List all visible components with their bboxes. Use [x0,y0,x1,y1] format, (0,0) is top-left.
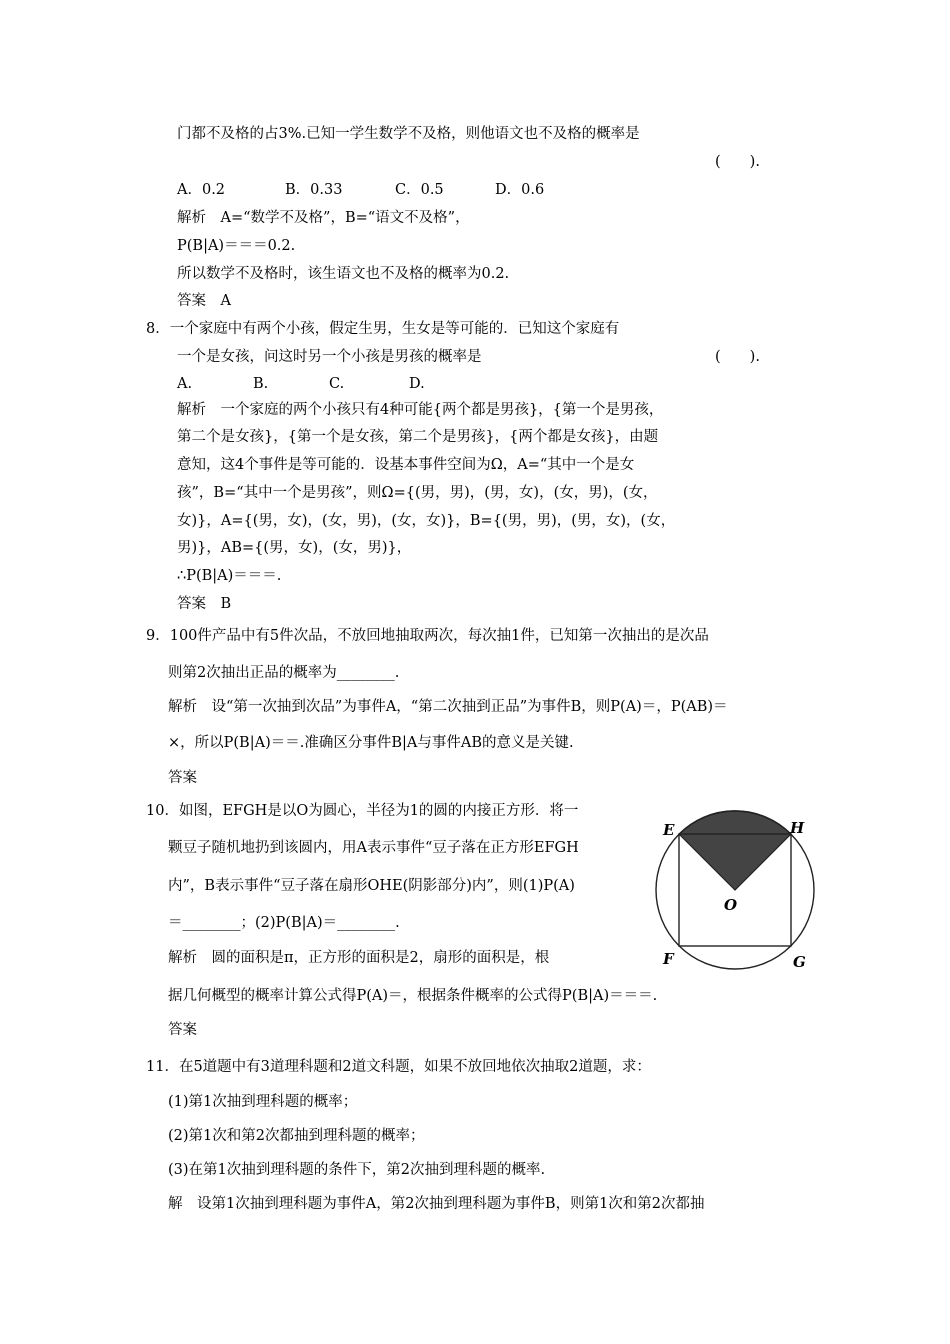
q9-solution-line: ×，所以P(B|A)＝＝.准确区分事件B|A与事件AB的意义是关键. [168,735,574,751]
q8-solution-line: 男)}，AB={(男，女)，(女，男)}， [177,540,412,556]
q8-answer-paren: ( ). [715,349,760,365]
q10-stem-line: 颗豆子随机地扔到该圆内，用A表示事件“豆子落在正方形EFGH [168,840,579,856]
q11-stem-line: 11．在5道题中有3道理科题和2道文科题，如果不放回地依次抽取2道题，求： [146,1059,651,1075]
q10-stem-line: 10．如图，EFGH是以O为圆心，半径为1的圆的内接正方形．将一 [146,803,579,819]
q10-stem-line: 内”，B表示事件“豆子落在扇形OHE(阴影部分)内”，则(1)P(A) [168,878,575,894]
q8-option-a: A. [177,376,193,392]
q8-solution-line: 解析 一个家庭的两个小孩只有4种可能{两个都是男孩}，{第一个是男孩， [177,402,664,418]
q7-solution-line: 解析 A=“数学不及格”，B=“语文不及格”， [177,210,470,226]
q11-part: (2)第1次和第2次都抽到理科题的概率； [168,1128,425,1144]
q8-solution-line: 孩”，B=“其中一个是男孩”，则Ω={(男，男)，(男，女)，(女，男)，(女， [177,485,658,501]
q8-solution-line: ∴P(B|A)＝＝＝. [177,568,282,584]
q8-options [177,374,425,394]
q10-answer: 答案 [168,1022,197,1038]
q7-answer: 答案 A [177,293,231,309]
q10-stem-line: ＝________；(2)P(B|A)＝________. [168,915,400,931]
q10-solution-line: 据几何概型的概率计算公式得P(A)＝，根据条件概率的公式得P(B|A)＝＝＝. [168,988,658,1004]
q10-label-e: E [663,821,675,839]
q8-solution-line: 意知，这4个事件是等可能的．设基本事件空间为Ω，A=“其中一个是女 [177,457,635,473]
q7-solution-line: 所以数学不及格时，该生语文也不及格的概率为0.2. [177,266,510,282]
q8-stem-line: 一个是女孩，问这时另一个小孩是男孩的概率是 [177,349,482,365]
q11-solution-line: 解 设第1次抽到理科题为事件A，第2次抽到理科题为事件B，则第1次和第2次都抽 [168,1196,705,1212]
q9-solution-line: 解析 设“第一次抽到次品”为事件A，“第二次抽到正品”为事件B，则P(A)＝，P(AB)＝ [168,699,728,715]
q7-option-c: C．0.5 [395,182,444,198]
q7-solution-line: P(B|A)＝＝＝0.2. [177,238,296,254]
q10-solution-line: 解析 圆的面积是π，正方形的面积是2，扇形的面积是，根 [168,950,550,966]
q8-solution-line: 第二个是女孩}，{第一个是女孩，第二个是男孩}，{两个都是女孩}，由题 [177,429,659,445]
q11-part: (3)在第1次抽到理科题的条件下，第2次抽到理科题的概率. [168,1162,546,1178]
q8-option-b: B. [253,376,269,392]
q7-stem-tail: 门都不及格的占3%.已知一学生数学不及格，则他语文也不及格的概率是 [177,126,640,142]
q8-answer: 答案 B [177,596,232,612]
q9-answer: 答案 [168,770,197,786]
q7-answer-paren: ( ). [715,154,760,170]
q7-option-a: A．0.2 [177,182,226,198]
q10-label-f: F [663,950,674,968]
q10-label-g: G [793,953,806,971]
q8-option-d: D. [409,376,425,392]
q8-solution-line: 女)}，A={(男，女)，(女，男)，(女，女)}，B={(男，男)，(男，女)，(女， [177,513,676,529]
q10-label-o: O [724,896,738,914]
q11-part: (1)第1次抽到理科题的概率； [168,1094,358,1110]
q9-stem-line: 则第2次抽出正品的概率为________. [168,665,400,681]
q9-stem-line: 9．100件产品中有5件次品，不放回地抽取两次，每次抽1件，已知第一次抽出的是次品 [146,628,709,644]
q10-shaded-sector [679,811,791,890]
q8-stem-line: 8．一个家庭中有两个小孩，假定生男，生女是等可能的．已知这个家庭有 [146,321,620,337]
q7-option-b: B．0.33 [285,182,343,198]
q7-option-d: D．0.6 [495,182,545,198]
q10-label-h: H [790,819,805,837]
q7-options [177,180,544,200]
q8-option-c: C. [329,376,345,392]
q10-circle-square-figure [650,800,820,975]
